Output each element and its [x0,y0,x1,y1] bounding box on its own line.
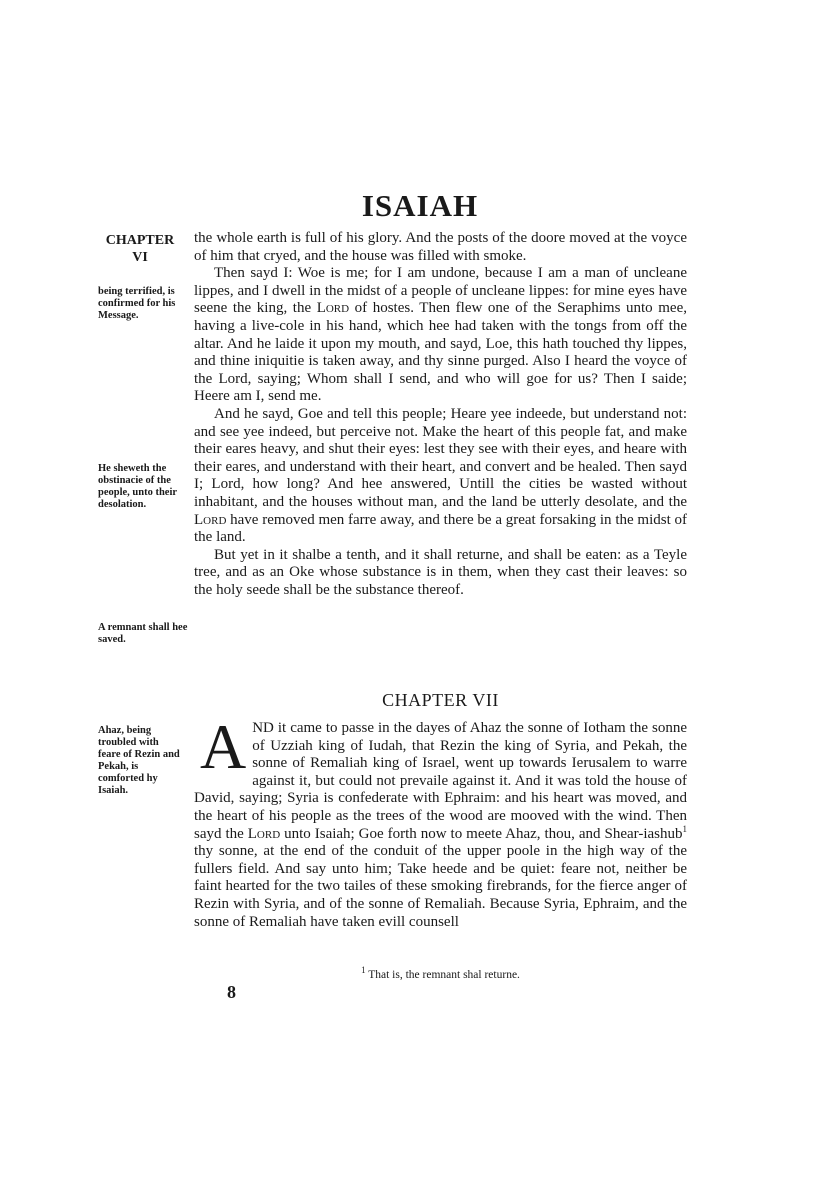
marginal-note-ahaz: Ahaz, being troubled with feare of Rezin and Pekah, is comforted hy Isaiah. [98,725,180,796]
footnote-number: 1 [361,965,366,976]
text-run: unto Isaiah; Goe forth now to meete Ahaz, thou, and Shear-iashub [280,825,683,842]
paragraph [194,265,687,406]
lord-small-caps: Lord [247,825,281,842]
text-run: thy sonne, at the end of the conduit of the upper poole in the high way of the fullers field. And say unto him; Take heede and be quiet: feare not, neither be faint hearted for the two tailes of these smoking firebrands, for the fierce anger of Rezin with Syria, and of the sonne of Remaliah. Because Syria, Ephraim, and the sonne of Remaliah have taken evill counsell [194,843,687,930]
paragraph: But yet in it shalbe a tenth, and it shall returne, and shall be eaten: as a Teyle tree, and as an Oke whose substance is in them, when they cast their leaves: so the holy seede shall be the substance thereof. [194,546,687,598]
footnote [194,965,687,981]
chapter-label: CHAPTER [105,233,175,248]
page-number: 8 [227,982,236,1002]
marginal-note-terrified: being terrified, is confirmed for his Message. [98,286,176,321]
footnote-marker: 1 [682,823,687,834]
marginal-note-remnant: A remnant shall hee saved. [98,622,188,645]
text-run: ND it came to passe in the dayes of Ahaz the sonne of Iotham the sonne of Uzziah king of Iudah, that Rezin the king of Syria, and Pekah, the sonne of Remaliah king of Israel, went up towards Ierusalem to warre against it, but could not prevaile against it. And it was told the house of David, saying; Syria is confederate with Ephraim: and his heart was moved, and the heart of his people as the trees of the wood are mooved with the wind. Then sayd the [194,720,687,842]
footnote-text: That is, the remnant shal returne. [368,969,520,981]
chapter-vii-text [194,711,687,931]
running-title: ISAIAH [361,188,479,223]
paragraph [194,711,687,931]
chapter-vi-margin-heading [98,232,182,266]
marginal-note-obstinacie: He sheweth the obstinacie of the people, unto their desolation. [98,463,177,510]
chapter-vii-heading: CHAPTER VII [382,690,499,710]
chapter-number: VI [132,250,148,265]
paragraph [194,406,687,547]
text-run: of hostes. Then flew one of the Seraphims unto mee, having a live-cole in his hand, which hee had taken with the tongs from off the altar. And he laide it upon my mouth, and sayd, Loe, this hath touched thy lippes, and thine iniquitie is taken away, and thy sinne purged. Also I heard the voyce of the Lord, saying; Whom shall I send, and who will goe for us? Then I saide; Heere am I, send me. [194,300,687,405]
text-run: have removed men farre away, and there be a great forsaking in the midst of the land. [194,511,687,546]
drop-cap: A [200,711,247,782]
text-run: Then sayd I: Woe is me; for I am undone, because I am a man of uncleane lippes, and I dwell in the midst of a people of uncleane lippes: for mine eyes have seene the king, the [194,265,687,317]
lord-small-caps: Lord [316,300,350,317]
text-run: And he sayd, Goe and tell this people; Heare yee indeede, but understand not: and see yee indeed, but perceive not. Make the heart of this people fat, and make their eares heavy, and shut their eyes: lest they see with their eyes, and heare with their eares, and understand with their heart, and convert and be healed. Then sayd I; Lord, how long? And hee answered, Untill the cities be wasted without inhabitant, and the houses without man, and the land be utterly desolate, and the [194,405,687,510]
paragraph: the whole earth is full of his glory. And the posts of the doore moved at the voyce of him that cryed, and the house was filled with smoke. [194,230,687,264]
lord-small-caps: Lord [194,511,227,528]
chapter-vi-text [194,230,687,599]
